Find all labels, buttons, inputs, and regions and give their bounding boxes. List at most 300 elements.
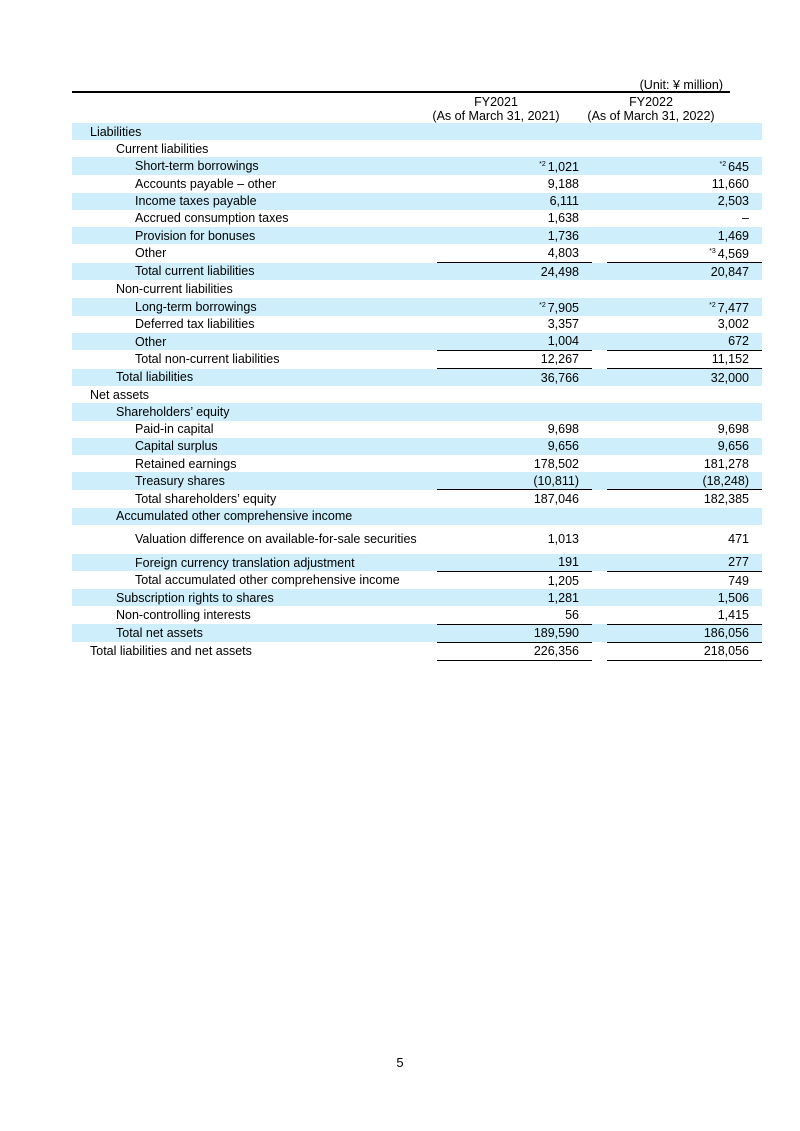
value-number: (10,811) [533, 473, 579, 488]
spacer-cell [592, 403, 607, 420]
spacer-cell [422, 193, 437, 210]
footnote-marker: *3 [709, 248, 716, 256]
spacer-cell [592, 571, 607, 589]
spacer-cell [422, 316, 437, 333]
table-row [72, 280, 762, 297]
value-number: 32,000 [710, 370, 749, 385]
table-row [72, 210, 762, 227]
value-cell-fy2022 [607, 438, 762, 455]
value-number: 471 [728, 532, 749, 547]
value-cell-fy2021 [437, 175, 592, 192]
value-cell-fy2022 [607, 589, 762, 606]
spacer-cell [422, 403, 437, 420]
value-number: 7,477 [717, 300, 749, 315]
value-number: 178,502 [533, 456, 579, 471]
table-row [72, 227, 762, 244]
value-number: 4,803 [547, 246, 579, 261]
table-row [72, 316, 762, 333]
value-cell-fy2022 [607, 386, 762, 403]
value-cell-fy2022 [607, 472, 762, 490]
value-text [704, 457, 762, 471]
footnote-marker: *2 [709, 301, 716, 309]
header-rule [72, 91, 730, 93]
spacer-cell [422, 244, 437, 263]
value-cell-fy2022 [607, 508, 762, 525]
value-text [579, 405, 592, 419]
row-label: Valuation difference on available-for-sale securities [135, 531, 417, 546]
table-row [72, 386, 762, 403]
value-cell-fy2021 [437, 403, 592, 420]
value-text [541, 265, 592, 279]
row-label: Foreign currency translation adjustment [72, 554, 422, 572]
value-number: 182,385 [703, 491, 749, 506]
value-number: 56 [565, 607, 579, 622]
value-number: 277 [728, 555, 749, 570]
value-number: 645 [728, 160, 749, 175]
value-number: 7,905 [547, 300, 579, 315]
value-text [749, 509, 762, 523]
value-text [749, 142, 762, 156]
value-text [548, 574, 592, 588]
spacer-cell [592, 438, 607, 455]
value-text [579, 388, 592, 402]
row-label: Deferred tax liabilities [135, 317, 255, 332]
row-label: Shareholders’ equity [72, 403, 422, 420]
row-label: Total liabilities and net assets [90, 644, 252, 659]
row-label: Short-term borrowings [72, 157, 422, 175]
value-cell-fy2022 [607, 490, 762, 508]
value-cell-fy2022 [607, 157, 762, 175]
table-row [72, 298, 762, 316]
value-text [702, 474, 762, 488]
value-cell-fy2021 [437, 438, 592, 455]
value-cell-fy2021 [437, 123, 592, 140]
spacer-cell [592, 606, 607, 624]
table-row [72, 175, 762, 192]
value-text [548, 439, 592, 453]
value-number: 3,357 [547, 317, 579, 332]
spacer-cell [422, 490, 437, 508]
table-row [72, 157, 762, 175]
value-number: 4,569 [717, 247, 749, 262]
value-text [718, 422, 762, 436]
value-cell-fy2021 [437, 490, 592, 508]
value-text [728, 574, 762, 588]
value-number: – [742, 211, 749, 226]
row-label: Non-controlling interests [116, 608, 251, 623]
row-label: Retained earnings [135, 456, 237, 471]
spacer-cell [422, 210, 437, 227]
value-text [704, 644, 762, 658]
table-row [72, 571, 762, 589]
value-number: 189,590 [533, 626, 579, 641]
value-number: 1,021 [547, 160, 579, 175]
table-row [72, 490, 762, 508]
value-cell-fy2021 [437, 642, 592, 660]
column-date: (As of March 31, 2021) [432, 109, 560, 123]
spacer-cell [592, 140, 607, 157]
table-row [72, 508, 762, 525]
spacer-cell [592, 455, 607, 472]
row-label: Total current liabilities [72, 263, 422, 281]
value-cell-fy2022 [607, 571, 762, 589]
value-text [742, 211, 762, 225]
value-number: 187,046 [533, 491, 579, 506]
value-cell-fy2022 [607, 554, 762, 572]
spacer-cell [592, 280, 607, 297]
spacer-cell [592, 472, 607, 490]
spacer-cell [592, 386, 607, 403]
value-text [539, 160, 592, 174]
value-cell-fy2022 [607, 280, 762, 297]
value-text [749, 125, 762, 139]
value-text [711, 371, 762, 385]
spacer-cell [422, 571, 437, 589]
row-label: Total net assets [72, 624, 422, 642]
spacer-cell [592, 333, 607, 351]
value-cell-fy2022 [607, 369, 762, 387]
value-number: 2,503 [717, 194, 749, 209]
value-cell-fy2021 [437, 316, 592, 333]
value-number: 1,004 [547, 334, 579, 349]
value-cell-fy2021 [437, 421, 592, 438]
value-text [548, 591, 592, 605]
value-cell-fy2022 [607, 140, 762, 157]
value-number: 1,281 [547, 590, 579, 605]
value-cell-fy2022 [607, 642, 762, 660]
value-text [718, 591, 762, 605]
row-label: Non-current liabilities [116, 281, 233, 296]
value-cell-fy2021 [437, 554, 592, 572]
value-cell-fy2021 [437, 369, 592, 387]
spacer-cell [422, 554, 437, 572]
spacer-cell [422, 227, 437, 244]
spacer-cell [592, 369, 607, 387]
value-text [548, 422, 592, 436]
value-number: 672 [728, 334, 749, 349]
spacer-cell [592, 589, 607, 606]
value-number: 191 [558, 555, 579, 570]
value-number: 186,056 [703, 626, 749, 641]
value-number: 1,013 [547, 532, 579, 547]
value-text [579, 509, 592, 523]
value-text [534, 626, 592, 640]
row-label: Total accumulated other comprehensive income [135, 573, 400, 588]
row-label: Total liabilities [72, 369, 422, 387]
table-row [72, 438, 762, 455]
table-row [72, 554, 762, 572]
value-cell-fy2021 [437, 210, 592, 227]
value-cell-fy2022 [607, 175, 762, 192]
unit-label: (Unit: ¥ million) [639, 78, 723, 92]
value-text [709, 247, 762, 261]
table-row [72, 624, 762, 642]
value-text [728, 532, 762, 546]
spacer-cell [592, 123, 607, 140]
value-cell-fy2021 [437, 525, 592, 554]
table-row [72, 350, 762, 368]
row-label: Treasury shares [72, 472, 422, 490]
table-row [72, 140, 762, 157]
value-text [704, 492, 762, 506]
value-text [565, 608, 592, 622]
spacer-cell [592, 624, 607, 642]
spacer-cell [422, 333, 437, 351]
spacer-cell [592, 525, 607, 554]
row-label: Other [135, 246, 167, 261]
page-number: 5 [396, 1055, 404, 1070]
spacer-cell [592, 175, 607, 192]
value-text [548, 317, 592, 331]
value-cell-fy2022 [607, 421, 762, 438]
value-number: 749 [728, 573, 749, 588]
value-number: 9,698 [547, 422, 579, 437]
spacer-cell [592, 316, 607, 333]
value-text [548, 177, 592, 191]
value-cell-fy2021 [437, 508, 592, 525]
column-year: FY2022 [629, 95, 673, 109]
value-number: 1,415 [717, 607, 749, 622]
value-number: 9,656 [547, 439, 579, 454]
value-cell-fy2021 [437, 589, 592, 606]
value-number: 9,656 [717, 439, 749, 454]
value-cell-fy2022 [607, 350, 762, 368]
value-number: 36,766 [540, 370, 579, 385]
value-cell-fy2021 [437, 298, 592, 316]
footnote-marker: *2 [719, 161, 727, 169]
row-label: Capital surplus [72, 438, 422, 455]
value-cell-fy2021 [437, 140, 592, 157]
value-cell-fy2021 [437, 193, 592, 210]
column-header-fy2022 [574, 95, 728, 123]
row-label: Total non-current liabilities [135, 352, 280, 367]
spacer-cell [422, 369, 437, 387]
row-label: Total shareholders’ equity [135, 491, 277, 506]
value-cell-fy2022 [607, 333, 762, 351]
value-text [548, 334, 592, 348]
spacer-cell [592, 263, 607, 281]
value-cell-fy2021 [437, 386, 592, 403]
spacer-cell [592, 193, 607, 210]
value-cell-fy2022 [607, 624, 762, 642]
row-label: Income taxes payable [72, 193, 422, 210]
row-label: Accrued consumption taxes [135, 211, 289, 226]
spacer-cell [592, 227, 607, 244]
spacer-cell [592, 298, 607, 316]
spacer-cell [422, 263, 437, 281]
value-number: 3,002 [717, 317, 749, 332]
value-number: 12,267 [540, 352, 579, 367]
value-cell-fy2021 [437, 280, 592, 297]
row-label: Provision for bonuses [72, 227, 422, 244]
value-cell-fy2022 [607, 210, 762, 227]
value-text [541, 371, 592, 385]
spacer-cell [422, 157, 437, 175]
value-cell-fy2021 [437, 263, 592, 281]
column-header-fy2021 [419, 95, 573, 123]
value-cell-fy2021 [437, 624, 592, 642]
value-number: 20,847 [710, 264, 749, 279]
table-row [72, 472, 762, 490]
column-date: (As of March 31, 2022) [587, 109, 715, 123]
value-text [711, 265, 762, 279]
value-cell-fy2022 [607, 244, 762, 263]
spacer-cell [422, 123, 437, 140]
value-text [548, 211, 592, 225]
value-text [712, 352, 762, 366]
row-label: Paid-in capital [135, 422, 214, 437]
row-label: Long-term borrowings [72, 298, 422, 316]
value-cell-fy2022 [607, 263, 762, 281]
value-cell-fy2022 [607, 227, 762, 244]
column-year: FY2021 [474, 95, 518, 109]
value-text [718, 608, 762, 622]
value-text [548, 229, 592, 243]
value-cell-fy2022 [607, 455, 762, 472]
value-text [579, 142, 592, 156]
spacer-cell [422, 350, 437, 368]
spacer-cell [422, 642, 437, 660]
value-text [558, 555, 592, 569]
value-number: 24,498 [540, 264, 579, 279]
value-number: 1,638 [547, 211, 579, 226]
row-label: Net assets [90, 387, 150, 402]
spacer-cell [422, 421, 437, 438]
value-text [749, 388, 762, 402]
spacer-cell [592, 157, 607, 175]
row-label: Other [72, 333, 422, 351]
value-number: 6,111 [549, 194, 579, 209]
value-cell-fy2021 [437, 455, 592, 472]
value-number: 9,698 [717, 422, 749, 437]
value-text [533, 474, 592, 488]
row-label: Accumulated other comprehensive income [72, 508, 422, 525]
value-cell-fy2021 [437, 157, 592, 175]
value-text [728, 334, 762, 348]
value-text [712, 177, 762, 191]
value-text [709, 301, 762, 315]
value-cell-fy2022 [607, 193, 762, 210]
value-cell-fy2021 [437, 333, 592, 351]
value-text [718, 194, 762, 208]
value-text [534, 644, 592, 658]
value-cell-fy2022 [607, 403, 762, 420]
spacer-cell [422, 298, 437, 316]
value-number: (18,248) [702, 473, 749, 488]
spacer-cell [422, 280, 437, 297]
value-text [749, 282, 762, 296]
spacer-cell [422, 525, 437, 554]
spacer-cell [592, 508, 607, 525]
value-number: 1,205 [547, 573, 579, 588]
table-row [72, 642, 762, 660]
value-cell-fy2022 [607, 316, 762, 333]
value-text [718, 317, 762, 331]
spacer-cell [422, 472, 437, 490]
table-row [72, 263, 762, 281]
spacer-cell [592, 421, 607, 438]
table-row [72, 333, 762, 351]
spacer-cell [592, 210, 607, 227]
value-cell-fy2021 [437, 350, 592, 368]
value-text [728, 555, 762, 569]
footnote-marker: *2 [539, 161, 546, 169]
table-row [72, 123, 762, 140]
value-text [550, 194, 592, 208]
table-row [72, 455, 762, 472]
value-cell-fy2021 [437, 606, 592, 624]
spacer-cell [422, 175, 437, 192]
value-number: 1,736 [547, 228, 579, 243]
value-number: 181,278 [703, 456, 749, 471]
table-row [72, 421, 762, 438]
spacer-cell [592, 554, 607, 572]
value-text [720, 160, 762, 174]
value-text [718, 229, 762, 243]
value-text [579, 282, 592, 296]
spacer-cell [422, 624, 437, 642]
table-row [72, 193, 762, 210]
balance-sheet-table [72, 123, 762, 661]
spacer-cell [422, 386, 437, 403]
value-text [534, 492, 592, 506]
value-text [704, 626, 762, 640]
spacer-cell [422, 508, 437, 525]
value-number: 11,152 [711, 352, 749, 367]
row-label: Accounts payable – other [135, 176, 277, 191]
value-number: 1,506 [717, 590, 749, 605]
footnote-marker: *2 [539, 301, 546, 309]
row-label: Liabilities [72, 123, 422, 140]
value-text [548, 246, 592, 260]
value-text [539, 301, 592, 315]
value-cell-fy2021 [437, 571, 592, 589]
spacer-cell [422, 455, 437, 472]
spacer-cell [422, 438, 437, 455]
table-row [72, 606, 762, 624]
table-row [72, 369, 762, 387]
value-number: 218,056 [703, 644, 749, 659]
value-number: 9,188 [547, 176, 579, 191]
row-label: Current liabilities [116, 141, 209, 156]
value-text [749, 405, 762, 419]
value-text [534, 457, 592, 471]
spacer-cell [592, 490, 607, 508]
spacer-cell [422, 589, 437, 606]
value-cell-fy2022 [607, 298, 762, 316]
value-number: 1,469 [717, 228, 749, 243]
spacer-cell [422, 606, 437, 624]
table-row [72, 525, 762, 554]
value-cell-fy2022 [607, 606, 762, 624]
value-text [541, 352, 592, 366]
spacer-cell [592, 244, 607, 263]
value-cell-fy2021 [437, 227, 592, 244]
value-cell-fy2022 [607, 123, 762, 140]
value-cell-fy2021 [437, 244, 592, 263]
table-row [72, 403, 762, 420]
value-text [579, 125, 592, 139]
spacer-cell [592, 642, 607, 660]
value-text [718, 439, 762, 453]
value-number: 226,356 [533, 644, 579, 659]
table-row [72, 244, 762, 263]
spacer-cell [422, 140, 437, 157]
value-cell-fy2022 [607, 525, 762, 554]
value-number: 11,660 [711, 176, 749, 191]
table-row [72, 589, 762, 606]
value-text [548, 532, 592, 546]
